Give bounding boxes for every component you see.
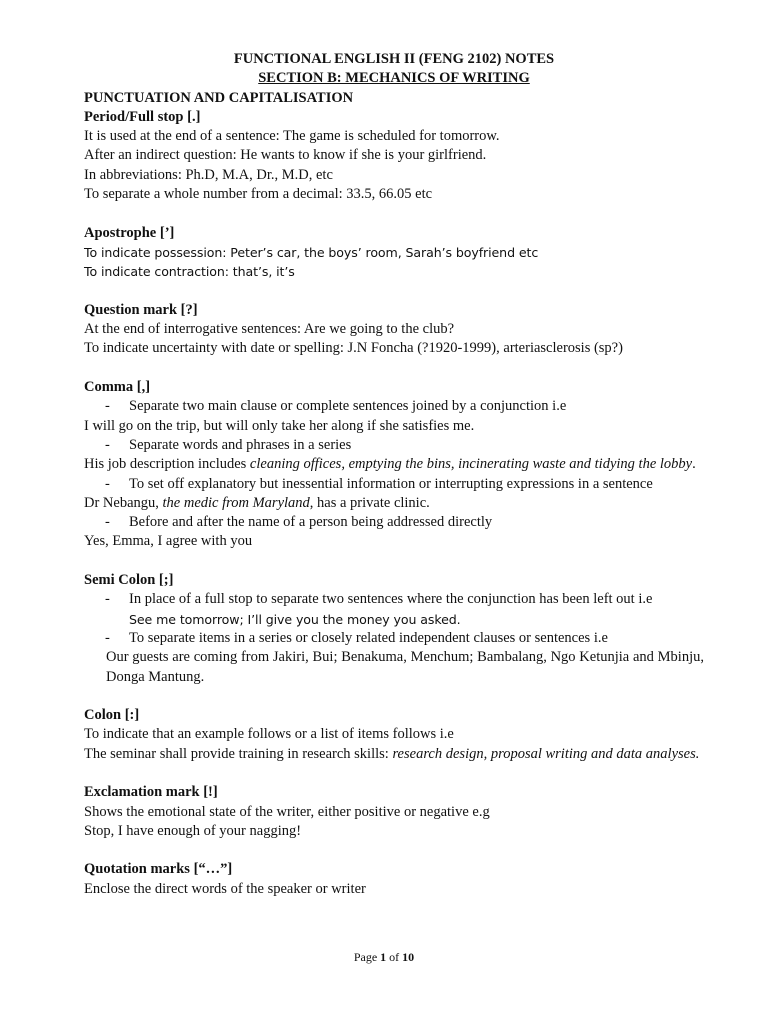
comma-bullet: - Separate words and phrases in a series	[105, 436, 352, 453]
period-heading: Period/Full stop [.]	[84, 108, 201, 125]
comma-heading: Comma [,]	[84, 379, 151, 396]
comma-example: His job description includes cleaning offices, emptying the bins, incinerating waste and tidying the lobby.	[84, 456, 696, 473]
comma-example: Yes, Emma, I agree with you	[84, 533, 253, 550]
comma-example: Dr Nebangu, the medic from Maryland, has a private clinic.	[84, 494, 430, 511]
question-mark-line: To indicate uncertainty with date or spelling: J.N Foncha (?1920-1999), arteriasclerosis (sp?)	[84, 340, 623, 357]
semicolon-heading: Semi Colon [;]	[84, 572, 174, 589]
exclamation-heading: Exclamation mark [!]	[84, 784, 218, 801]
comma-bullet: - Separate two main clause or complete sentences joined by a conjunction i.e	[105, 398, 567, 415]
page-number: 1	[380, 950, 387, 964]
period-line: It is used at the end of a sentence: The game is scheduled for tomorrow.	[84, 128, 500, 145]
period-line: To separate a whole number from a decimal: 33.5, 66.05 etc	[84, 186, 433, 203]
semicolon-example: See me tomorrow; I’ll give you the money you asked.	[129, 611, 461, 627]
semicolon-bullet: - To separate items in a series or closely related independent clauses or sentences i.e	[105, 629, 608, 646]
main-heading: PUNCTUATION AND CAPITALISATION	[84, 89, 354, 106]
exclamation-line: Stop, I have enough of your nagging!	[84, 822, 302, 839]
of-label: of	[389, 950, 400, 964]
exclamation-line: Shows the emotional state of the writer, either positive or negative e.g	[84, 803, 490, 820]
semicolon-bullet: - In place of a full stop to separate two sentences where the conjunction has been left out i.e	[105, 591, 653, 608]
page-label: Page	[353, 950, 378, 964]
comma-bullet: - Before and after the name of a person being addressed directly	[105, 514, 493, 531]
page-footer	[0, 948, 768, 967]
comma-example: I will go on the trip, but will only take her along if she satisfies me.	[84, 417, 475, 434]
apostrophe-line: To indicate contraction: that’s, it’s	[84, 264, 295, 280]
quotation-line: Enclose the direct words of the speaker or writer	[84, 880, 366, 897]
semicolon-example: Our guests are coming from Jakiri, Bui; Benakuma, Menchum; Bambalang, Ngo Ketunjia and Mbinju, Donga Mantung.	[106, 649, 704, 685]
period-line: After an indirect question: He wants to know if she is your girlfriend.	[84, 147, 487, 164]
apostrophe-heading: Apostrophe [’]	[84, 224, 175, 241]
colon-line: To indicate that an example follows or a list of items follows i.e	[84, 726, 454, 743]
question-mark-heading: Question mark [?]	[84, 301, 198, 318]
question-mark-line: At the end of interrogative sentences: Are we going to the club?	[84, 321, 455, 338]
total-pages: 10	[402, 950, 415, 964]
comma-bullet: - To set off explanatory but inessential information or interrupting expressions in a sentence	[105, 475, 653, 492]
quotation-heading: Quotation marks [“…”]	[84, 861, 233, 878]
document-title: FUNCTIONAL ENGLISH II (FENG 2102) NOTES	[233, 51, 555, 67]
document-body	[84, 50, 704, 899]
document-subtitle: SECTION B: MECHANICS OF WRITING	[258, 70, 530, 87]
colon-heading: Colon [:]	[84, 707, 140, 724]
apostrophe-line: To indicate possession: Peter’s car, the boys’ room, Sarah’s boyfriend etc	[84, 244, 539, 260]
colon-example: The seminar shall provide training in research skills: research design, proposal writing and data analyses.	[84, 745, 700, 762]
period-line: In abbreviations: Ph.D, M.A, Dr., M.D, etc	[84, 166, 333, 183]
